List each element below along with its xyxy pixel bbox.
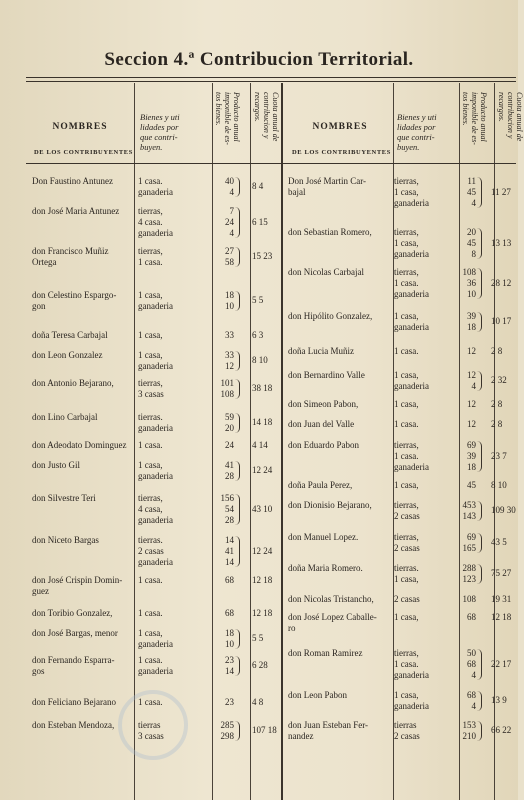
cuota-value: 8 10	[491, 480, 507, 490]
contributor-name: don Simeon Pabon,	[288, 399, 359, 409]
grouping-brace	[477, 533, 482, 553]
bienes-value: 1 casa,	[394, 612, 419, 622]
grouping-brace	[235, 536, 240, 567]
producto-value: 7 24 4	[225, 206, 234, 238]
bienes-value: 1 casa,	[394, 480, 419, 490]
cuota-value: 28 12	[491, 278, 512, 288]
bienes-value: 1 casa, ganaderia	[394, 311, 429, 332]
contributor-name: don Sebastian Romero,	[288, 227, 372, 237]
bienes-value: 1 casa,	[138, 330, 163, 340]
contributor-name: doña Paula Perez,	[288, 480, 353, 490]
bienes-value: tierras. ganaderia	[138, 412, 173, 433]
producto-value: 285 298	[220, 720, 234, 741]
cuota-value: 10 17	[491, 316, 512, 326]
contributor-name: don Eduardo Pabon	[288, 440, 359, 450]
cuota-value: 38 18	[252, 383, 273, 393]
contributor-name: don José Maria Antunez	[32, 206, 120, 216]
cuota-value: 109 30	[491, 505, 516, 515]
cuota-value: 12 18	[252, 575, 273, 585]
cuota-value: 6 15	[252, 217, 268, 227]
bienes-value: tierras, 1 casa.	[138, 246, 163, 267]
header-cuota-left: Cuota anual de contribucion y recargos.	[253, 92, 280, 142]
bienes-value: 1 casa.	[138, 575, 163, 585]
contributor-name: don Juan del Valle	[288, 419, 355, 429]
contributor-name: don Roman Ramirez	[288, 648, 363, 658]
producto-value: 156 54 28	[220, 493, 234, 525]
contributor-name: don Fernando Esparra- gos	[32, 655, 115, 676]
cuota-value: 5 5	[252, 295, 264, 305]
producto-value: 68	[467, 612, 476, 622]
grouping-brace	[235, 351, 240, 371]
producto-value: 108 36 10	[462, 267, 476, 299]
grouping-brace	[477, 228, 482, 259]
grouping-brace	[477, 268, 482, 299]
title-rule-thin	[26, 81, 516, 82]
producto-value: 39 18	[467, 311, 476, 332]
contributor-name: Don José Martin Car- bajal	[288, 176, 367, 197]
grouping-brace	[235, 494, 240, 525]
cuota-value: 4 14	[252, 440, 268, 450]
contributor-name: don Nicolas Tristancho,	[288, 594, 374, 604]
contributor-name: don Esteban Mendoza,	[32, 720, 115, 730]
cuota-value: 107 18	[252, 725, 277, 735]
header-producto-right: Producto anual imponible de es- tos bienes.	[461, 92, 488, 145]
contributor-name: Don Faustino Antunez	[32, 176, 113, 186]
producto-value: 20 45 8	[467, 227, 476, 259]
cuota-value: 75 27	[491, 568, 512, 578]
producto-value: 68	[225, 575, 234, 585]
bienes-value: 1 casa.	[138, 608, 163, 618]
grouping-brace	[235, 656, 240, 676]
cuota-value: 4 8	[252, 697, 264, 707]
bienes-value: 1 casa, ganaderia	[138, 460, 173, 481]
bienes-value: 1 casa. ganaderia	[138, 176, 173, 197]
producto-value: 50 68 4	[467, 648, 476, 680]
cuota-value: 8 10	[252, 355, 268, 365]
producto-value: 33 12	[225, 350, 234, 371]
title-rule	[26, 77, 516, 78]
grouping-brace	[477, 501, 482, 521]
producto-value: 24	[225, 440, 234, 450]
cuota-value: 22 17	[491, 659, 512, 669]
bienes-value: 1 casa, ganaderia	[138, 628, 173, 649]
grouping-brace	[477, 691, 482, 711]
bienes-value: 2 casas	[394, 594, 420, 604]
grouping-brace	[477, 312, 482, 332]
grouping-brace	[235, 291, 240, 311]
producto-value: 27 58	[225, 246, 234, 267]
grouping-brace	[235, 207, 240, 238]
contributor-name: don Leon Pabon	[288, 690, 347, 700]
producto-value: 59 20	[225, 412, 234, 433]
producto-value: 23 14	[225, 655, 234, 676]
contributor-name: don José Lopez Caballe- ro	[288, 612, 377, 633]
grouping-brace	[235, 461, 240, 481]
producto-value: 33	[225, 330, 234, 340]
bienes-value: tierras, 2 casas	[394, 532, 420, 553]
header-producto-left: Producto anual imponible de es- tos bienes.	[214, 92, 241, 145]
cuota-value: 12 18	[252, 608, 273, 618]
contributor-name: don Francisco Muñiz Ortega	[32, 246, 109, 267]
center-divider	[281, 83, 283, 800]
grouping-brace	[477, 649, 482, 680]
contributor-name: don Feliciano Bejarano	[32, 697, 116, 707]
cuota-value: 2 32	[491, 375, 507, 385]
contributor-name: don Toribio Gonzalez,	[32, 608, 113, 618]
cuota-value: 2 8	[491, 419, 503, 429]
grouping-brace	[235, 721, 240, 741]
contributor-name: don Manuel Lopez.	[288, 532, 359, 542]
cuota-value: 8 4	[252, 181, 264, 191]
cuota-value: 19 31	[491, 594, 512, 604]
cuota-value: 6 3	[252, 330, 264, 340]
bienes-value: tierras 3 casas	[138, 720, 164, 741]
bienes-value: 1 casa, ganaderia	[138, 350, 173, 371]
bienes-value: tierras, 4 casa. ganaderia	[138, 206, 173, 238]
bienes-value: tierras, 4 casa, ganaderia	[138, 493, 173, 525]
bienes-value: 1 casa,	[394, 399, 419, 409]
producto-value: 69 39 18	[467, 440, 476, 472]
bienes-value: tierras. 1 casa,	[394, 563, 419, 584]
bienes-value: 1 casa, ganaderia	[394, 690, 429, 711]
contributor-name: don Juan Esteban Fer- nandez	[288, 720, 369, 741]
producto-value: 12	[467, 399, 476, 409]
section-title: Seccion 4.ª Contribucion Territorial.	[104, 49, 414, 70]
bienes-value: tierras, 1 casa, ganaderia	[394, 227, 429, 259]
cuota-value: 12 18	[491, 612, 512, 622]
contributor-name: doña Maria Romero.	[288, 563, 363, 573]
producto-value: 12 4	[467, 370, 476, 391]
producto-value: 101 108	[220, 378, 234, 399]
column-divider	[250, 83, 251, 800]
contributor-name: don Hipólito Gonzalez,	[288, 311, 373, 321]
contributor-name: don Adeodato Dominguez	[32, 440, 127, 450]
producto-value: 68	[225, 608, 234, 618]
grouping-brace	[235, 177, 240, 197]
producto-value: 453 143	[462, 500, 476, 521]
cuota-value: 23 7	[491, 451, 507, 461]
bienes-value: tierras. 2 casas ganaderia	[138, 535, 173, 567]
header-contribuyentes-right: DE LOS CONTRIBUYENTES	[292, 149, 391, 156]
producto-value: 18 10	[225, 628, 234, 649]
producto-value: 18 10	[225, 290, 234, 311]
contributor-name: don José Crispin Domin- guez	[32, 575, 123, 596]
cuota-value: 11 27	[491, 187, 511, 197]
watermark-seal	[118, 690, 188, 760]
contributor-name: don Leon Gonzalez	[32, 350, 103, 360]
bienes-value: 1 casa, ganaderia	[394, 370, 429, 391]
header-nombres-left: NOMBRES	[52, 122, 108, 132]
bienes-value: 1 casa, ganaderia	[138, 290, 173, 311]
contributor-name: doña Teresa Carbajal	[32, 330, 108, 340]
cuota-value: 43 10	[252, 504, 273, 514]
bienes-value: tierras, 3 casas	[138, 378, 164, 399]
cuota-value: 5 5	[252, 633, 264, 643]
header-cuota-right: Cuota anual de contribucion y recargos.	[497, 92, 524, 142]
bienes-value: tierras, 2 casas	[394, 500, 420, 521]
contributor-name: don José Bargas, menor	[32, 628, 118, 638]
producto-value: 12	[467, 346, 476, 356]
contributor-name: don Dionisio Bejarano,	[288, 500, 372, 510]
cuota-value: 13 9	[491, 695, 507, 705]
cuota-value: 15 23	[252, 251, 273, 261]
cuota-value: 2 8	[491, 399, 503, 409]
cuota-value: 13 13	[491, 238, 512, 248]
bienes-value: 1 casa.	[394, 419, 419, 429]
contributor-name: don Antonio Bejarano,	[32, 378, 114, 388]
bienes-value: 1 casa.	[138, 440, 163, 450]
producto-value: 23	[225, 697, 234, 707]
contributor-name: don Celestino Espargo- gon	[32, 290, 117, 311]
producto-value: 45	[467, 480, 476, 490]
bienes-value: 1 casa.	[138, 697, 163, 707]
grouping-brace	[235, 413, 240, 433]
grouping-brace	[477, 564, 482, 584]
producto-value: 288 123	[462, 563, 476, 584]
producto-value: 11 45 4	[467, 176, 476, 208]
header-contribuyentes-left: DE LOS CONTRIBUYENTES	[34, 149, 133, 156]
contributor-name: don Niceto Bargas	[32, 535, 99, 545]
grouping-brace	[477, 371, 482, 391]
grouping-brace	[477, 177, 482, 208]
producto-value: 153 210	[462, 720, 476, 741]
producto-value: 68 4	[467, 690, 476, 711]
cuota-value: 12 24	[252, 546, 273, 556]
grouping-brace	[235, 629, 240, 649]
producto-value: 14 41 14	[225, 535, 234, 567]
cuota-value: 66 22	[491, 725, 512, 735]
producto-value: 12	[467, 419, 476, 429]
producto-value: 40 4	[225, 176, 234, 197]
grouping-brace	[235, 379, 240, 399]
contributor-name: don Justo Gil	[32, 460, 81, 470]
header-bienes-left: Bienes y uti lidades por que contri- buyen.	[140, 112, 180, 152]
bienes-value: 1 casa.	[394, 346, 419, 356]
contributor-name: don Nicolas Carbajal	[288, 267, 364, 277]
producto-value: 69 165	[462, 532, 476, 553]
bienes-value: tierras, 1 casa, ganaderia	[394, 176, 429, 208]
contributor-name: doña Lucia Muñiz	[288, 346, 354, 356]
grouping-brace	[477, 721, 482, 741]
bienes-value: tierras 2 casas	[394, 720, 420, 741]
header-bienes-right: Bienes y uti lidades por que contri- buyen.	[397, 112, 437, 152]
cuota-value: 43 5	[491, 537, 507, 547]
producto-value: 41 28	[225, 460, 234, 481]
grouping-brace	[235, 247, 240, 267]
cuota-value: 2 8	[491, 346, 503, 356]
cuota-value: 14 18	[252, 417, 273, 427]
bienes-value: tierras, 1 casa. ganaderia	[394, 267, 429, 299]
header-rule	[26, 163, 516, 164]
bienes-value: 1 casa. ganaderia	[138, 655, 173, 676]
header-nombres-right: NOMBRES	[312, 122, 368, 132]
contributor-name: don Bernardino Valle	[288, 370, 365, 380]
cuota-value: 12 24	[252, 465, 273, 475]
bienes-value: tierras, 1 casa. ganaderia	[394, 648, 429, 680]
bienes-value: tierras, 1 casa. ganaderia	[394, 440, 429, 472]
producto-value: 108	[462, 594, 476, 604]
contributor-name: don Lino Carbajal	[32, 412, 98, 422]
cuota-value: 6 28	[252, 660, 268, 670]
grouping-brace	[477, 441, 482, 472]
contributor-name: don Silvestre Teri	[32, 493, 96, 503]
